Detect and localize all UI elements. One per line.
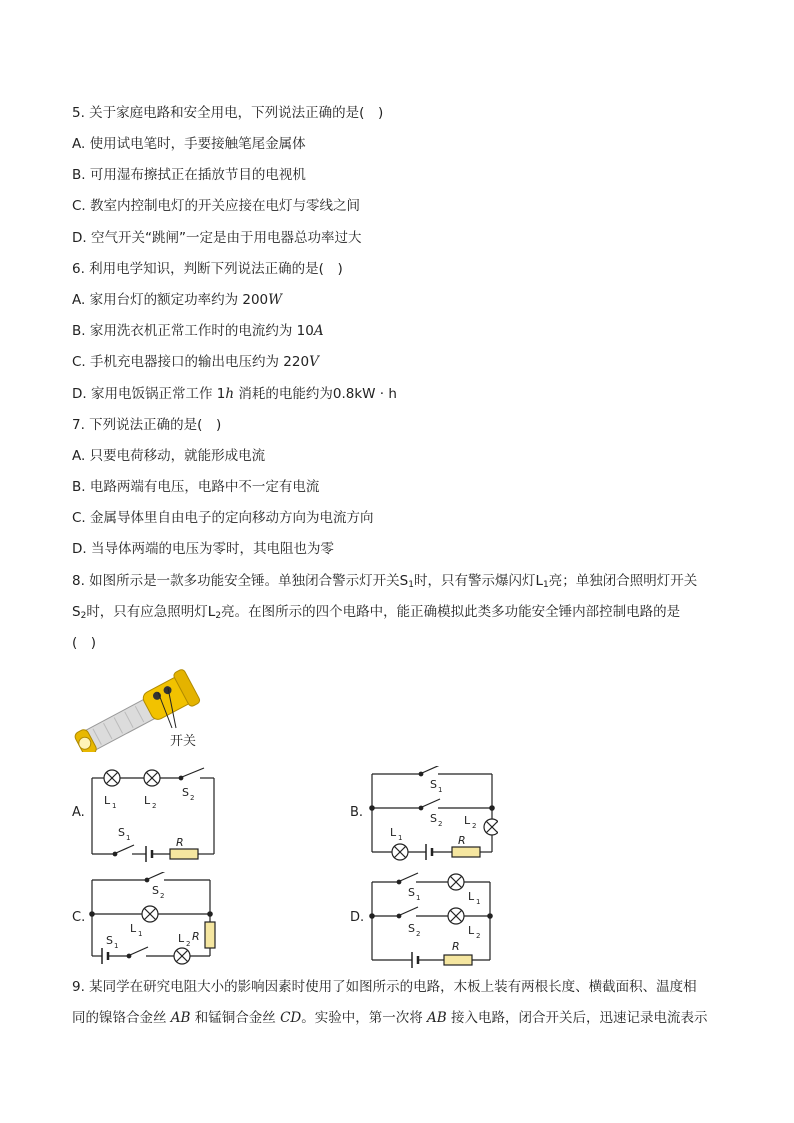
q5-option-b: B. 可用湿布擦拭正在插放节目的电视机	[72, 167, 306, 183]
svg-text:1: 1	[398, 834, 403, 842]
svg-text:1: 1	[112, 802, 117, 810]
svg-text:S: S	[152, 884, 159, 897]
svg-text:S: S	[430, 812, 437, 825]
svg-text:R: R	[192, 930, 200, 943]
q7-option-a: A. 只要电荷移动，就能形成电流	[72, 448, 266, 464]
circuit-b	[368, 766, 498, 870]
q6-option-d: D. 家用电饭锅正常工作 1h 消耗的电能约为0.8kW · h	[72, 386, 397, 402]
circuit-c	[88, 872, 218, 976]
svg-text:R: R	[458, 834, 466, 847]
svg-text:2: 2	[416, 930, 421, 938]
svg-text:L: L	[104, 794, 111, 807]
circuit-a	[88, 762, 218, 866]
svg-text:R: R	[452, 940, 460, 953]
q6-option-a: A. 家用台灯的额定功率约为 200W	[72, 292, 283, 308]
svg-text:1: 1	[476, 898, 481, 906]
svg-text:L: L	[130, 922, 137, 935]
svg-text:1: 1	[416, 894, 421, 902]
option-a-label: A.	[72, 805, 85, 820]
q9-stem-line2: 同的镍铬合金丝 AB 和锰铜合金丝 CD。实验中，第一次将 AB 接入电路，闭合开关后，迅速记录电流表示	[72, 1010, 708, 1026]
svg-text:L: L	[144, 794, 151, 807]
q7-option-d: D. 当导体两端的电压为零时，其电阻也为零	[72, 541, 334, 557]
svg-text:2: 2	[190, 794, 195, 802]
circuit-d	[368, 870, 498, 978]
svg-text:S: S	[106, 934, 113, 947]
q7-stem: 7. 下列说法正确的是( )	[72, 417, 222, 433]
q6-option-b: B. 家用洗衣机正常工作时的电流约为 10A	[72, 323, 324, 339]
svg-text:2: 2	[472, 822, 477, 830]
q8-stem-line3: ( )	[72, 635, 97, 651]
q5-stem: 5. 关于家庭电路和安全用电，下列说法正确的是( )	[72, 105, 384, 121]
svg-text:2: 2	[160, 892, 165, 900]
svg-text:L: L	[468, 924, 475, 937]
svg-text:L: L	[468, 890, 475, 903]
q9-stem-line1: 9. 某同学在研究电阻大小的影响因素时使用了如图所示的电路，木板上装有两根长度、横截面积、温度相	[72, 979, 697, 995]
svg-text:R: R	[176, 836, 184, 849]
svg-text:S: S	[408, 922, 415, 935]
svg-text:2: 2	[152, 802, 157, 810]
svg-text:L: L	[464, 814, 471, 827]
q6-option-c: C. 手机充电器接口的输出电压约为 220V	[72, 354, 319, 370]
svg-text:L: L	[390, 826, 397, 839]
option-b-label: B.	[350, 805, 364, 820]
svg-text:S: S	[182, 786, 189, 799]
svg-text:2: 2	[438, 820, 443, 828]
option-d-label: D.	[350, 910, 365, 925]
svg-text:L: L	[178, 932, 185, 945]
q8-stem-line1: 8. 如图所示是一款多功能安全锤。单独闭合警示灯开关$S_1$时，只有警示爆闪灯$L_1$亮；单独闭合照明灯开关	[72, 573, 698, 590]
svg-text:S: S	[408, 886, 415, 899]
option-c-label: C.	[72, 910, 86, 925]
q6-stem: 6. 利用电学知识，判断下列说法正确的是( )	[72, 261, 343, 277]
svg-text:1: 1	[126, 834, 131, 842]
q7-option-c: C. 金属导体里自由电子的定向移动方向为电流方向	[72, 510, 374, 526]
svg-text:1: 1	[114, 942, 119, 950]
q7-option-b: B. 电路两端有电压，电路中不一定有电流	[72, 479, 320, 495]
svg-text:S: S	[430, 778, 437, 791]
q5-option-c: C. 教室内控制电灯的开关应接在电灯与零线之间	[72, 198, 361, 214]
svg-text:1: 1	[438, 786, 443, 794]
q8-stem-line2: $S_2$时，只有应急照明灯$L_2$亮。在图所示的四个电路中，能正确模拟此类多功能安全锤内部控制电路的是	[72, 604, 681, 621]
hammer-switch-label: 开关	[170, 734, 197, 749]
svg-text:S: S	[118, 826, 125, 839]
svg-text:2: 2	[186, 940, 191, 948]
q5-option-d: D. 空气开关“跳闸”一定是由于用电器总功率过大	[72, 230, 362, 246]
q5-option-a: A. 使用试电笔时，手要接触笔尾金属体	[72, 136, 306, 152]
svg-text:2: 2	[476, 932, 481, 940]
svg-text:1: 1	[138, 930, 143, 938]
